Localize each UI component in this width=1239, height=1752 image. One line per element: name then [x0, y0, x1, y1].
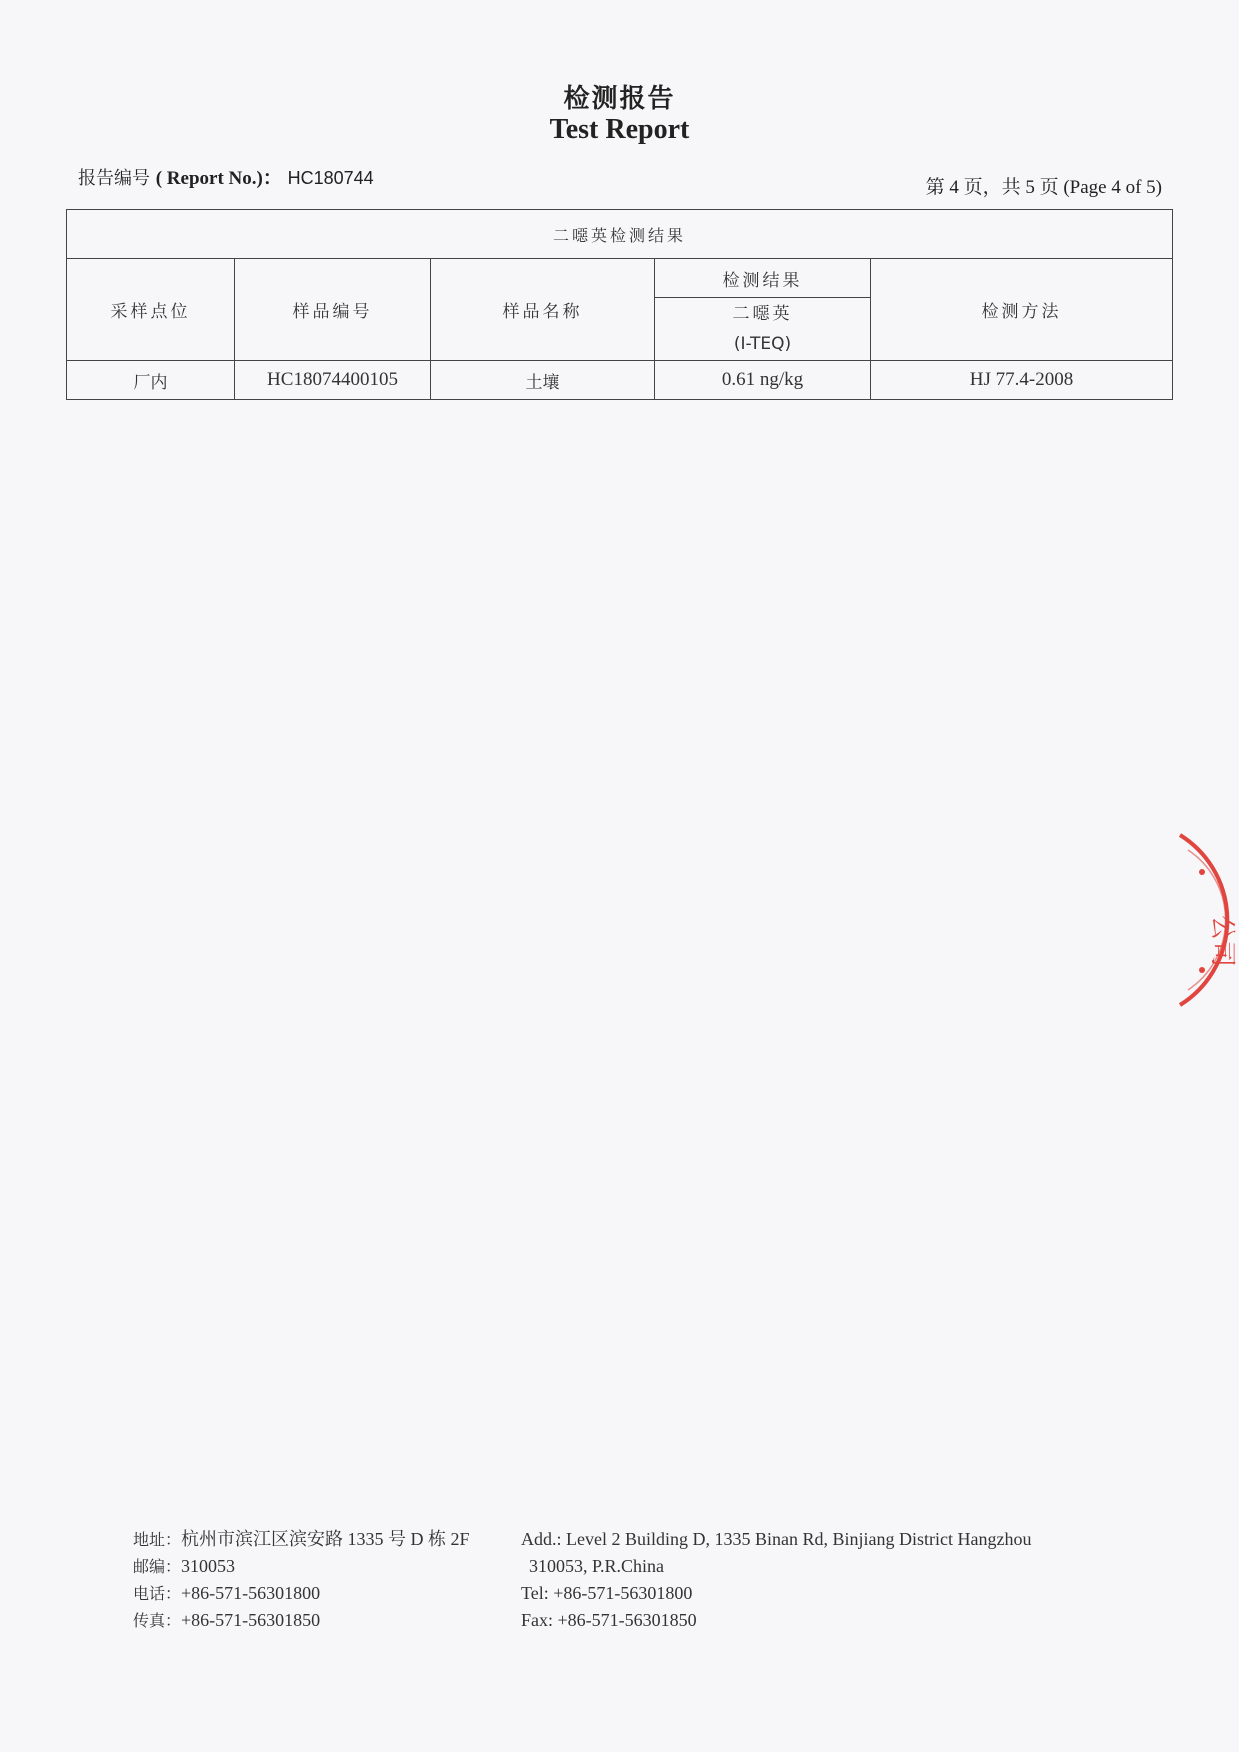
- result-sub-unit: (I-TEQ): [733, 334, 792, 354]
- footer-contact-cn: [133, 1526, 533, 1634]
- svg-text:公司: 公司: [1207, 915, 1237, 968]
- address-en-line1: Add.: Level 2 Building D, 1335 Binan Rd, Binjiang District Hangzhou: [521, 1529, 1032, 1549]
- footer-contact-en: [521, 1526, 1121, 1634]
- report-number-label-en: ( Report No.)：: [155, 168, 282, 189]
- tel-label-cn: 电话：: [133, 1584, 182, 1603]
- cell-sample-name: 土壤: [431, 361, 655, 400]
- col-header-sampling-point: 采样点位: [67, 259, 235, 361]
- report-number-value: HC180744: [287, 168, 374, 188]
- tel-cn: +86-571-56301800: [181, 1583, 321, 1603]
- postcode-label-cn: 邮编：: [133, 1557, 182, 1576]
- table-row: [67, 361, 1173, 400]
- cell-sample-no: HC18074400105: [235, 361, 431, 400]
- report-number-label-cn: 报告编号: [78, 168, 150, 189]
- tel-en: Tel: +86-571-56301800: [521, 1583, 693, 1603]
- result-sub-name: 二噁英: [732, 304, 793, 324]
- col-header-sample-no: 样品编号: [235, 259, 431, 361]
- col-header-sample-name: 样品名称: [431, 259, 655, 361]
- report-number: [78, 163, 374, 190]
- report-title-en: Test Report: [549, 114, 690, 145]
- address-label-cn: 地址：: [133, 1530, 182, 1549]
- col-header-result-sub: [655, 298, 871, 361]
- address-en-line2: 310053, P.R.China: [529, 1556, 665, 1576]
- report-title-cn: 检测报告: [563, 84, 676, 114]
- fax-label-cn: 传真：: [133, 1611, 182, 1630]
- table-title: 二噁英检测结果: [67, 210, 1173, 259]
- dioxin-results-table: [66, 209, 1173, 400]
- fax-en: Fax: +86-571-56301850: [521, 1610, 697, 1630]
- cell-result: 0.61 ng/kg: [655, 361, 871, 400]
- cell-method: HJ 77.4-2008: [871, 361, 1173, 400]
- postcode: 310053: [181, 1556, 236, 1576]
- page-indicator: 第 4 页，共 5 页 (Page 4 of 5): [925, 177, 1162, 198]
- company-seal-stamp: [1158, 820, 1239, 1020]
- address-cn: 杭州市滨江区滨安路 1335 号 D 栋 2F: [181, 1529, 470, 1549]
- col-header-method: 检测方法: [871, 259, 1173, 361]
- col-header-result: 检测结果: [655, 259, 871, 298]
- fax-cn: +86-571-56301850: [181, 1610, 321, 1630]
- cell-sampling-point: 厂内: [67, 361, 235, 400]
